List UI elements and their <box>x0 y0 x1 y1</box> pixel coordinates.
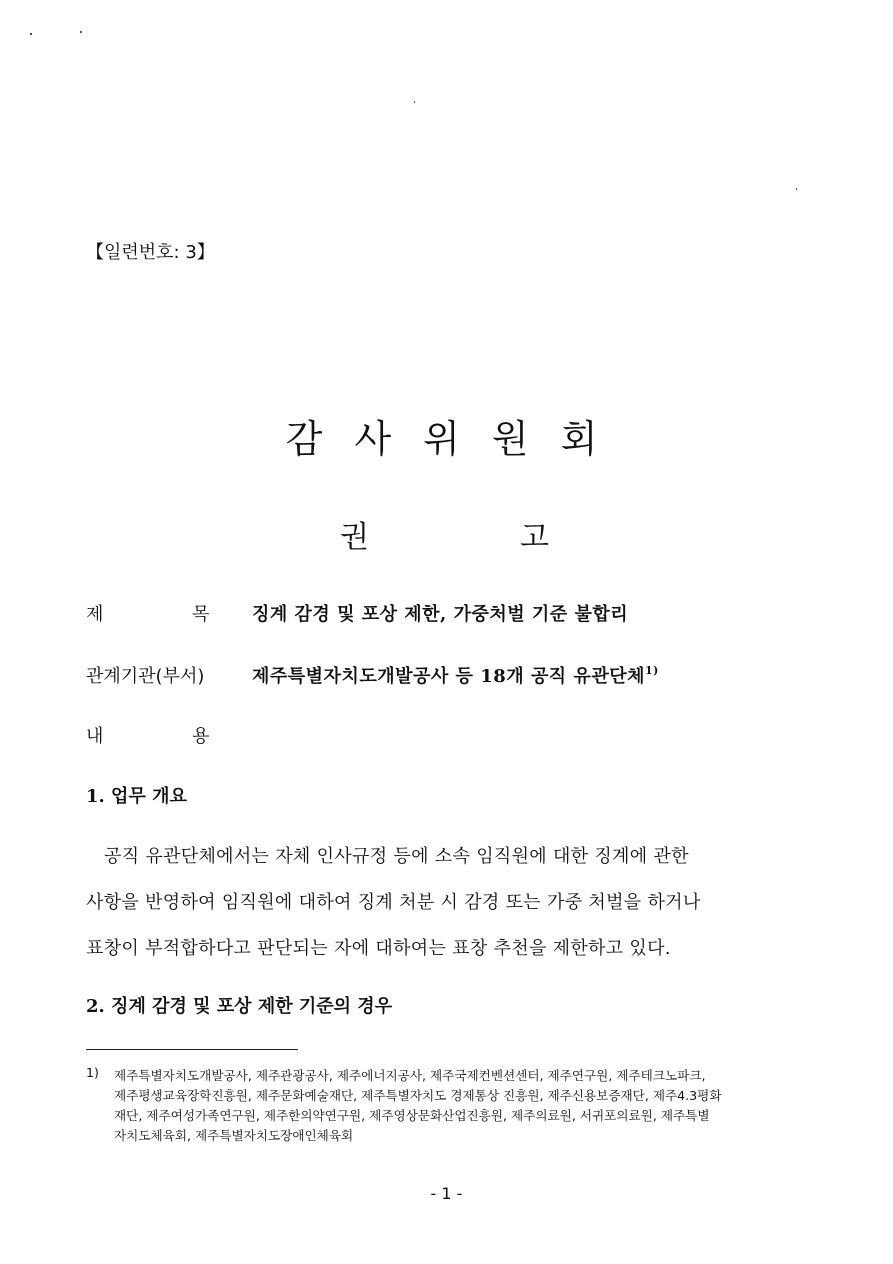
doc-type-right: 고 <box>520 520 549 555</box>
section-1-heading: 1. 업무 개요 <box>86 786 187 807</box>
subject-value: 징계 감경 및 포상 제한, 가중처벌 기준 불합리 <box>252 604 629 625</box>
section-1-line: 사항을 반영하여 임직원에 대하여 징계 처분 시 감경 또는 가중 처벌을 하거나 <box>86 892 701 913</box>
agency-value <box>252 662 659 688</box>
subject-label-1: 제 <box>86 604 104 625</box>
org-title: 감 사 위 원 회 <box>285 417 608 461</box>
scan-speck <box>796 188 797 190</box>
section-2-heading: 2. 징계 감경 및 포상 제한 기준의 경우 <box>86 996 393 1017</box>
footnote-line: 재단, 제주여성가족연구원, 제주한의약연구원, 제주영상문화산업진흥원, 제주의료원, 서귀포의료원, 제주특별 <box>114 1108 710 1123</box>
scan-speck <box>80 31 82 33</box>
subject-label-2: 목 <box>192 604 210 625</box>
footnote-ref: 1) <box>645 664 659 677</box>
agency-value-text: 제주특별자치도개발공사 등 18개 공직 유관단체 <box>252 666 645 687</box>
scan-speck <box>30 33 32 35</box>
agency-label: 관계기관(부서) <box>86 666 205 687</box>
section-1-line: 표창이 부적합하다고 판단되는 자에 대하여는 표창 추천을 제한하고 있다. <box>86 938 671 959</box>
doc-type-left: 권 <box>340 520 369 555</box>
scan-speck <box>414 101 415 103</box>
content-label-1: 내 <box>86 726 104 747</box>
footnote-line: 제주특별자치도개발공사, 제주관광공사, 제주에너지공사, 제주국제컨벤션센터, 제주연구원, 제주테크노파크, <box>114 1068 706 1083</box>
serial-number: 【일련번호: 3】 <box>86 242 215 263</box>
footnote-divider <box>86 1049 298 1050</box>
footnote-line: 자치도체육회, 제주특별자치도장애인체육회 <box>114 1128 354 1143</box>
footnote-mark: 1) <box>86 1065 99 1080</box>
content-label-2: 용 <box>192 726 210 747</box>
section-1-line: 공직 유관단체에서는 자체 인사규정 등에 소속 임직원에 대한 징계에 관한 <box>104 846 689 867</box>
page-number: - 1 - <box>430 1184 463 1203</box>
footnote-line: 제주평생교육장학진흥원, 제주문화예술재단, 제주특별자치도 경제통상 진흥원, 제주신용보증재단, 제주4.3평화 <box>114 1088 722 1103</box>
